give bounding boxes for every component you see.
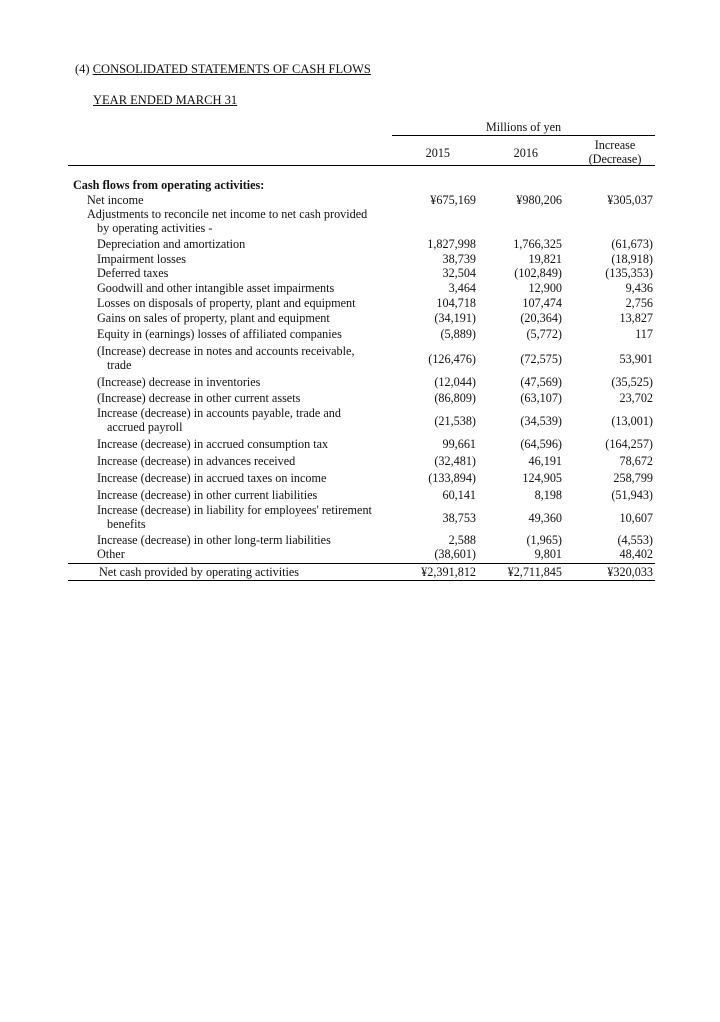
total-increase: ¥320,033 [607,565,653,579]
row-label: (Increase) decrease in other current assets [97,391,301,405]
row-label: Increase (decrease) in accrued consumption tax [97,437,329,451]
row-label: Increase (decrease) in accrued taxes on income [97,471,327,485]
total-2016: ¥2,711,845 [507,565,562,579]
value-2015: (34,191) [434,311,476,325]
period-subheading: YEAR ENDED MARCH 31 [93,93,238,107]
row-label-continued: trade [107,358,132,372]
value-2015: (86,809) [434,391,476,405]
column-header-increase [570,138,660,166]
value-2016: ¥980,206 [516,193,562,207]
value-2016: 124,905 [522,471,562,485]
units-label: Millions of yen [485,120,562,134]
column-header-2016: 2016 [513,146,538,160]
adjustments-label-line1: Adjustments to reconcile net income to net cash provided [87,207,368,221]
row-label: Goodwill and other intangible asset impairments [97,281,335,295]
row-label: Increase (decrease) in other current liabilities [97,488,318,502]
row-label: Increase (decrease) in accounts payable, trade and [97,406,341,420]
statement-number: (4) [75,62,93,76]
value-2016: (20,364) [520,311,562,325]
value-increase: 2,756 [625,296,653,310]
value-2015: 38,739 [442,252,476,266]
adjustments-label-line2: by operating activities - [97,221,213,235]
row-label: Equity in (earnings) losses of affiliated companies [97,327,342,341]
value-2016: 9,801 [534,547,562,561]
value-2015: (12,044) [434,375,476,389]
value-2015: 3,464 [448,281,476,295]
value-2016: (64,596) [520,437,562,451]
row-label: Increase (decrease) in other long-term liabilities [97,533,331,547]
value-2016: (47,569) [520,375,562,389]
statement-heading [75,62,371,77]
value-2015: 99,661 [442,437,476,451]
value-increase: 258,799 [613,471,653,485]
value-2015: (32,481) [434,454,476,468]
value-2016: 46,191 [528,454,562,468]
value-2015: (5,889) [440,327,476,341]
row-label: Other [97,547,125,561]
value-increase: 10,607 [619,511,653,525]
value-2016: (102,849) [514,266,562,280]
header-rule [68,165,655,166]
value-2015: 1,827,998 [427,237,476,251]
units-rule [392,135,655,136]
value-increase: 9,436 [625,281,653,295]
row-label: Losses on disposals of property, plant and equipment [97,296,356,310]
value-increase: 53,901 [619,352,653,366]
column-header-increase-line1: Increase [594,138,636,152]
row-label: Increase (decrease) in advances received [97,454,296,468]
value-2016: 49,360 [528,511,562,525]
row-label-continued: accrued payroll [107,420,183,434]
row-label: Depreciation and amortization [97,237,246,251]
value-increase: 13,827 [619,311,653,325]
row-label-continued: benefits [107,517,146,531]
value-2015: (38,601) [434,547,476,561]
value-increase: 48,402 [619,547,653,561]
total-label: Net cash provided by operating activities [99,565,300,579]
row-label: Increase (decrease) in liability for employees' retirement [97,503,372,517]
value-2015: 38,753 [442,511,476,525]
column-header-2015: 2015 [425,146,450,160]
value-increase: (35,525) [611,375,653,389]
value-increase: (4,553) [617,533,653,547]
total-rule-bottom [68,580,655,581]
value-2015: (133,894) [428,471,476,485]
value-increase: (164,257) [605,437,653,451]
value-2015: 104,718 [436,296,476,310]
value-increase: 23,702 [619,391,653,405]
value-2015: 60,141 [442,488,476,502]
value-2016: (72,575) [520,352,562,366]
value-2015: (126,476) [428,352,476,366]
value-increase: ¥305,037 [607,193,653,207]
value-increase: (135,353) [605,266,653,280]
statement-title: CONSOLIDATED STATEMENTS OF CASH FLOWS [92,62,371,76]
value-2016: (1,965) [526,533,562,547]
value-2016: (5,772) [526,327,562,341]
value-2016: (34,539) [520,414,562,428]
value-increase: (51,943) [611,488,653,502]
value-2015: ¥675,169 [430,193,476,207]
row-label: (Increase) decrease in notes and accounts receivable, [97,344,355,358]
value-2016: 12,900 [528,281,562,295]
total-rule-top [68,563,655,564]
row-label: Gains on sales of property, plant and equipment [97,311,330,325]
value-increase: 117 [635,327,653,341]
row-label: Impairment losses [97,252,187,266]
value-2016: 8,198 [534,488,562,502]
value-2016: 1,766,325 [513,237,562,251]
row-label: Net income [87,193,144,207]
value-increase: (13,001) [611,414,653,428]
value-2016: 19,821 [528,252,562,266]
section-title: Cash flows from operating activities: [73,178,265,192]
row-label: (Increase) decrease in inventories [97,375,261,389]
row-label: Deferred taxes [97,266,169,280]
total-2015: ¥2,391,812 [421,565,476,579]
value-increase: 78,672 [619,454,653,468]
value-2016: 107,474 [522,296,562,310]
value-increase: (61,673) [611,237,653,251]
value-increase: (18,918) [611,252,653,266]
value-2015: 32,504 [442,266,476,280]
value-2016: (63,107) [520,391,562,405]
value-2015: 2,588 [448,533,476,547]
column-header-increase-line2: (Decrease) [588,152,642,166]
value-2015: (21,538) [434,414,476,428]
